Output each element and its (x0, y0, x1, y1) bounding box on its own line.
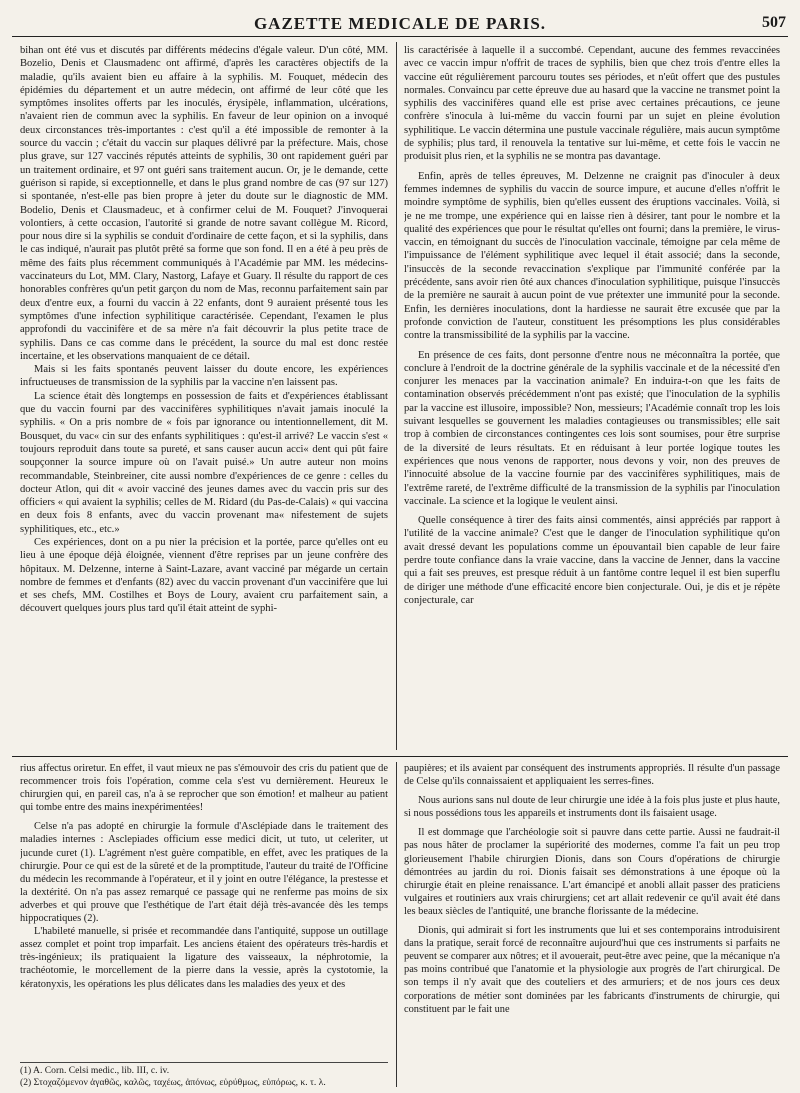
paragraph: La science était dès longtemps en possession de faits et d'expériences établissant que du vaccin fourni par des vaccinifères syphilitiques n'avait jamais inoculé la syphilis. « On a pris nombre de « fois par ignorance ou intentionnellement, dit M. Bousquet, du vac« cin sur des enfants syphilitiques : qu'est-il arrivé? Le vaccin s'est « toujours reproduit dans toute sa pureté, et sans causer aucun acci« dent qui pût faire soupçonner la source impure où on l'avait puisé.» Un autre auteur non moins recommandable, Steinbreiner, cite aussi nombre d'expériences de ce genre : celles du docteur Atlon, qui dit « avoir vacciné des jeunes dames avec du vaccin pris sur des officiers « qui avaient la syphilis; celles de M. Ridard (du Pas-de-Calais) « qui vaccina en deux fois 8 enfants, avec du vaccin provenant ma« nifestement de sujets syphilitiques, etc., etc.» (20, 390, 388, 535)
paragraph: Ces expériences, dont on a pu nier la précision et la portée, parce qu'elles ont eu lieu à une époque déjà éloignée, viennent d'être reprises par un jeune confrère des hôpitaux. M. Delzenne, interne à Saint-Lazare, avant vacciné par mégarde un certain nombre de femmes et d'enfants (82) avec du vaccin provenant d'un vaccinifère que lui et ses chefs, MM. Costilhes et Boys de Loury, avaient cru parfaitement sain, a découvert quelques jours plus tard qu'il était atteint de syphi- (20, 536, 388, 615)
paragraph: Mais si les faits spontanés peuvent laisser du doute encore, les expériences infructueuses de transmission de la syphilis par la vaccine n'en laissent pas. (20, 364, 388, 389)
footnote: (1) A. Corn. Celsi medic., lib. III, c. iv. (20, 1065, 170, 1076)
footnotes (20, 1062, 388, 1089)
paragraph: Nous aurions sans nul doute de leur chirurgie une idée à la fois plus juste et plus haute, si nous possédions tous les appareils et instruments dont ils faisaient usage. (404, 795, 780, 820)
page-header (12, 10, 788, 37)
paragraph: Enfin, après de telles épreuves, M. Delzenne ne craignit pas d'inoculer à deux femmes indemnes de syphilis du vaccin de source impure, et aucune d'elles n'offrit le moindre symptôme de syphilis, bien qu'elles eussent des éruptions vaccinales. Voilà, si je ne me trompe, une expérience qui en laisse rien à désirer, tant pour le nombre et la qualité des expériences que pour le résultat qu'elles ont fourni; dans la première, le virus-vaccin, en témoignant du succès de l'inoculation vaccinale, témoigne par cela même de l'impuissance de l'élément syphilitique avec lequel il était associé; dans la seconde, l'insuccès de la seconde revaccination s'explique par l'immunité conférée par la précédente, sans avoir rien ôté aux chances d'inoculation syphilitique, puisque l'insuccès de la première ne saurait à aucun point de vue prétexter une immunité pour la seconde. Enfin, les dernières inoculations, dont la hardiesse ne saurait être excusée que par la profonde conviction de l'auteur, constituent les présomptions les plus considérables contre la transmissibilité de la syphilis par la vaccine. (404, 170, 780, 342)
paragraph: rius affectus oriretur. En effet, il vaut mieux ne pas s'émouvoir des cris du patient que de recommencer trois fois l'opération, comme cela s'est vu dernièrement. Heureux le chirurgien qui, en pareil cas, n'a à se reprocher que son émotion! et malheur au patient qui tombe entre des mains inexpérimentées! (20, 763, 388, 814)
column-divider (396, 42, 397, 750)
paragraph: En présence de ces faits, dont personne d'entre nous ne méconnaîtra la portée, que conclure à l'endroit de la doctrine générale de la syphilis vaccinale et de la nécessité d'en conjurer les menaces par la vaccination animale? En induira-t-on que les faits de contamination observés précédemment n'ont pas existé; que l'inoculation de la syphilis par la vaccine est illusoire, impossible? Non, messieurs; l'Académie connaît trop les lois suivant lesquelles se gouvernent les maladies contagieuses ou transmissibles; elle sait trop à combien de circonstances contingentes ces lois sont soumises, pour être surprise de la diversité de leurs résultats. Et en réduisant à leur portée logique toutes les expériences que nous venons de rapporter, nous devons y voir, non des preuves de l'innocuité absolue de la vaccine fournie par des vaccinifères syphilitiques, mais de l'extrême rareté, de l'extrême difficulté de la transmission de la syphilis par l'inoculation vaccinale. La science et la logique le veulent ainsi. (404, 349, 780, 507)
paragraph: Il est dommage que l'archéologie soit si pauvre dans cette partie. Aussi ne faudrait-il pas nous hâter de proclamer la supériorité des modernes, comme l'a fait un peu trop glorieusement l'habile chirurgien Dionis, dans son Cours d'opérations de chirurgie démontrées au jardin du roi. Dionis faisait ses démonstrations à une époque où la chirurgie était en pleine renaissance. L'art émancipé et anobli allait passer des praticiens vulgaires et routiniers aux vrais chirurgiens; cet art allait redevenir ce qu'il avait été dans les beaux siècles de l'antiquité, une branche florissante de la médecine. (404, 827, 780, 917)
feuilleton-column-right (404, 762, 780, 1087)
paragraph: Dionis, qui admirait si fort les instruments que lui et ses contemporains introduisirent dans la pratique, serait forcé de reconnaître aujourd'hui que ces instruments si parfaits ne peuvent se comparer aux nôtres; et il avouerait, peut-être avec peine, que la mécanique n'a pas moins contribué que l'anatomie et la physiologie aux progrès de l'art chirurgical. De son temps il n'y avait que des couteliers et des armuriers; et de nos jours ces deux corporations de métier sont dominées par les fabricants d'instruments de chirurgie, qui constituent par le fait une (404, 925, 780, 1015)
footnote: (2) Στοχαζόμενον ἀγαθῶς, καλῶς, ταχέως, ἀπόνως, εὐρύθμως, εὐπόρως, κ. τ. λ. (20, 1077, 326, 1088)
page-number: 507 (762, 14, 786, 31)
section-divider (12, 756, 788, 757)
journal-title: GAZETTE MEDICALE DE PARIS. (253, 14, 547, 33)
paragraph: lis caractérisée à laquelle il a succombé. Cependant, aucune des femmes revaccinées avec ce vaccin impur n'offrit de traces de syphilis, bien que chez trois d'entre elles la vaccine eût régulièrement parcouru toutes ses périodes, et n'eût offert que des pustules normales. Convaincu par cette épreuve due au hasard que la vaccine ne transmet point la syphilis des vaccinifères quand elle est prise avec certaines précautions, ce jeune confrère s'inocula à lui-même du vaccin fourni par un sujet en pleine évolution syphilitique. Le vaccin détermina une pustule vaccinale régulière, mais aucun symptôme de syphilis; plus tard, il renouvela la tentative sur lui-même, et cette fois le vaccin ne produisit plus rien, et la syphilis ne se montra pas davantage. (404, 45, 780, 163)
paragraph: Quelle conséquence à tirer des faits ainsi commentés, ainsi appréciés par rapport à l'utilité de la vaccine animale? C'est que le danger de l'inoculation syphilitique qu'on avait dressé devant les populations comme un épouvantail bien capable de leur faire perdre toute confiance dans la vraie vaccine, dans la vaccine de Jenner, dans la vaccine qui a fait ses preuves, est presque réduit à un fantôme contre lequel il est bien superflu de diriger une méthode d'une efficacité encore bien conjecturale. Oui, je dis et je répète conjecturale, car (404, 515, 780, 606)
article-column-right (404, 44, 780, 750)
paragraph: paupières; et ils avaient par conséquent des instruments appropriés. Il résulte d'un passage de Celse qu'ils connaissaient et appliquaient les serres-fines. (404, 763, 780, 788)
paragraph: Celse n'a pas adopté en chirurgie la formule d'Asclépiade dans le traitement des maladies internes : Asclepiades officium esse medici dicit, ut tuto, ut celeriter, ut jucunde curet (1). L'agrément n'est guère compatible, en effet, avec les pratiques de la chirurgie. Pour ce qui est de la sûreté et de la promptitude, l'auteur du traité de l'Officine du médecin les recommande à l'opérateur, et il y joint en outre l'élégance, la prestesse et la dextérité. On n'a pas assez remarqué ce passage qui ne renferme pas moins de six adverbes et qui prouve que l'esthétique de l'art était déjà très-avancée dès les temps hippocratiques (2). (20, 821, 388, 925)
column-divider (396, 762, 397, 1087)
feuilleton-column-left (20, 762, 388, 1062)
paragraph: bihan ont été vus et discutés par différents médecins d'égale valeur. D'un côté, MM. Bozelio, Denis et Clausmadenc ont affirmé, d'après les caractères objectifs de la maladie, qu'ils avaient bien eu affaire à la syphilis. M. Fouquet, médecin des épidémies du département et un autre médecin, ont affirmé de leur côté que les symptômes insolites offerts par les inoculés, érysipèle, inflammation, ulcérations, n'avaient rien de commun avec la syphilis. En faveur de leur opinion on a invoqué deux circonstances très-importantes : c'est qu'il a été impossible de remonter à la source du vaccin ; c'était du vaccin sur plaques délivré par la préfecture. Mais, chose plus grave, sur 127 vaccinés réputés atteints de syphilis, 30 ont rapidement guéri par un traitement ordinaire, et 97 ont guéri sans traitement aucun. Or, je le demande, cette guérison si rapide, si exceptionnelle, et dans le plus grand nombre de cas (97 sur 127) si spontanée, n'est-elle pas bien propre à jeter du doute sur le diagnostic de MM. Bodelio, Denis et Clausmadeuc, et à confirmer celui de M. Fouquet? J'invoquerai volontiers, à cette occasion, l'autorité si grande de notre savant collègue M. Ricord, pour nous dire si la syphilis se conduit d'ordinaire de cette façon, et si la syphilis, dans le cas indiqué, n'aurait pas plutôt prêté sa forme que son fond. Il en a été à peu près de même des faits plus récemment communiqués à l'Académie par MM. les médecins-vaccinateurs du Lot, MM. Clary, Nastorg, Lafaye et Guary. Il résulte du rapport de ces honorables confrères qu'un petit garçon du nom de Mas, reconnu parfaitement sain par deux d'entre eux, a fourni du vaccin à 22 enfants, dont 9 auraient présenté tous les symptômes d'une infection syphilitique caractérisée. Cependant, l'examen le plus approfondi du vaccinifère et de sa mère n'a fait découvrir la plus petite trace de syphilis. Dans ce cas comme dans le précédent, la source du mal est donc restée incertaine, et les observations manquaient de ce détail. (20, 45, 388, 362)
paragraph: L'habileté manuelle, si prisée et recommandée dans l'antiquité, suppose un outillage assez complet et point trop imparfait. Les anciens étaient des opérateurs très-hardis et très-ingénieux; ils pratiquaient la ligature des vaisseaux, la néphrotomie, la trachéotomie, le morcellement de la pierre dans la vessie, après la cystotomie, la kératonyxis, les opérations les plus délicates dans les maladies des yeux et des (20, 926, 388, 990)
article-column-left (20, 44, 388, 750)
